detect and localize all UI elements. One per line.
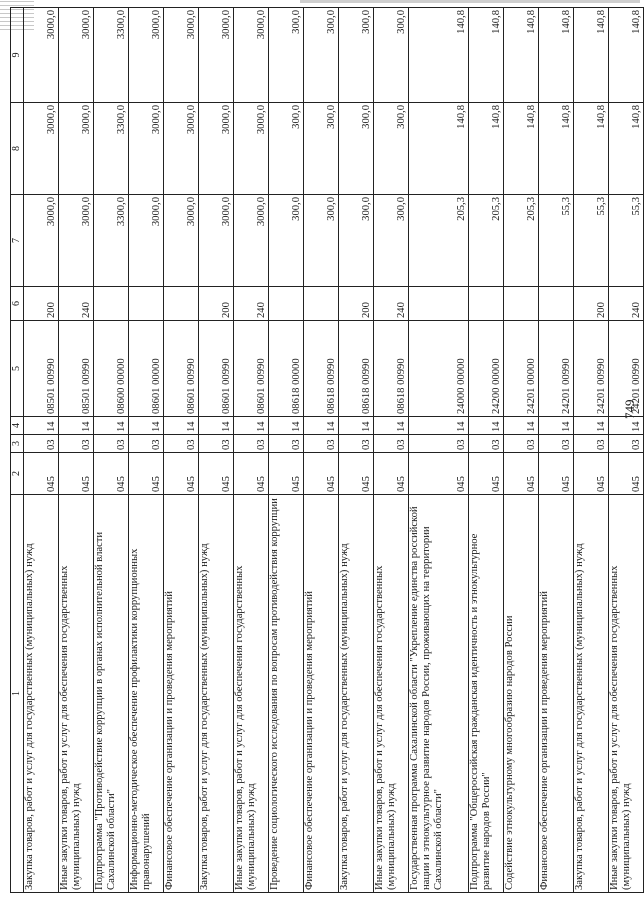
target-article-code: 08501 00990 [59, 321, 94, 417]
expense-type-code [304, 287, 339, 321]
subsection-code: 14 [164, 417, 199, 435]
table-row [409, 8, 469, 893]
table-header [11, 8, 24, 893]
section-code: 03 [94, 435, 129, 453]
target-article-code: 24000 00000 [409, 321, 469, 417]
target-article-code: 08618 00990 [339, 321, 374, 417]
amount-col-7: 3300,0 [94, 195, 129, 287]
row-name: Содействие этнокультурному многообразию народов России [504, 495, 539, 893]
ministry-code: 045 [609, 453, 644, 495]
ministry-code: 045 [409, 453, 469, 495]
amount-col-8: 140,8 [409, 103, 469, 195]
row-name: Государственная программа Сахалинской области "Укрепление единства российской нации и этнокультурное развитие народов России, проживающих на территории Сахалинской области" [409, 495, 469, 893]
row-name: Иные закупки товаров, работ и услуг для обеспечения государственных (муниципальных) нужд [609, 495, 644, 893]
subsection-code: 14 [129, 417, 164, 435]
subsection-code: 14 [539, 417, 574, 435]
column-header: 1 [11, 495, 24, 893]
target-article-code: 08601 00990 [199, 321, 234, 417]
table-row [24, 8, 59, 893]
target-article-code: 24200 00000 [469, 321, 504, 417]
amount-col-7: 300,0 [304, 195, 339, 287]
section-code: 03 [539, 435, 574, 453]
section-code: 03 [374, 435, 409, 453]
subsection-code: 14 [574, 417, 609, 435]
row-name: Информационно-методическое обеспечение профилактики коррупционных правонарушений [129, 495, 164, 893]
table-row [539, 8, 574, 893]
table-row [94, 8, 129, 893]
table-row [504, 8, 539, 893]
column-header: 6 [11, 287, 24, 321]
subsection-code: 14 [304, 417, 339, 435]
amount-col-8: 140,8 [469, 103, 504, 195]
subsection-code: 14 [94, 417, 129, 435]
table-row [129, 8, 164, 893]
amount-col-9: 300,0 [339, 8, 374, 103]
target-article-code: 24201 00990 [574, 321, 609, 417]
ministry-code: 045 [199, 453, 234, 495]
section-code: 03 [339, 435, 374, 453]
table-row [199, 8, 234, 893]
amount-col-8: 140,8 [609, 103, 644, 195]
row-name: Финансовое обеспечение организации и проведения мероприятий [539, 495, 574, 893]
amount-col-9: 140,8 [539, 8, 574, 103]
target-article-code: 08618 00000 [269, 321, 304, 417]
page-number: 749 [622, 399, 637, 419]
amount-col-7: 55,3 [609, 195, 644, 287]
expense-type-code [94, 287, 129, 321]
amount-col-7: 3000,0 [234, 195, 269, 287]
target-article-code: 08601 00000 [129, 321, 164, 417]
section-code: 03 [304, 435, 339, 453]
amount-col-7: 3000,0 [199, 195, 234, 287]
section-code: 03 [59, 435, 94, 453]
table-row [164, 8, 199, 893]
target-article-code: 08618 00990 [304, 321, 339, 417]
amount-col-8: 3000,0 [129, 103, 164, 195]
expense-type-code [129, 287, 164, 321]
section-code: 03 [199, 435, 234, 453]
expense-type-code: 200 [199, 287, 234, 321]
expense-type-code [469, 287, 504, 321]
amount-col-7: 3000,0 [164, 195, 199, 287]
subsection-code: 14 [609, 417, 644, 435]
amount-col-7: 55,3 [539, 195, 574, 287]
table-body [24, 8, 644, 893]
amount-col-8: 3000,0 [24, 103, 59, 195]
amount-col-7: 300,0 [269, 195, 304, 287]
table-row [469, 8, 504, 893]
column-header: 7 [11, 195, 24, 287]
expense-type-code: 200 [339, 287, 374, 321]
expense-type-code: 240 [609, 287, 644, 321]
section-code: 03 [234, 435, 269, 453]
amount-col-8: 300,0 [339, 103, 374, 195]
ministry-code: 045 [234, 453, 269, 495]
section-code: 03 [164, 435, 199, 453]
amount-col-9: 3000,0 [129, 8, 164, 103]
table-row [269, 8, 304, 893]
ministry-code: 045 [269, 453, 304, 495]
amount-col-7: 300,0 [374, 195, 409, 287]
amount-col-7: 3000,0 [129, 195, 164, 287]
amount-col-8: 140,8 [574, 103, 609, 195]
ministry-code: 045 [24, 453, 59, 495]
expense-type-code [539, 287, 574, 321]
ministry-code: 045 [574, 453, 609, 495]
subsection-code: 14 [339, 417, 374, 435]
row-name: Закупка товаров, работ и услуг для государственных (муниципальных) нужд [574, 495, 609, 893]
amount-col-9: 300,0 [269, 8, 304, 103]
row-name: Проведение социологического исследования по вопросам противодействия коррупции [269, 495, 304, 893]
table-row [609, 8, 644, 893]
subsection-code: 14 [374, 417, 409, 435]
subsection-code: 14 [59, 417, 94, 435]
amount-col-8: 3000,0 [59, 103, 94, 195]
row-name: Закупка товаров, работ и услуг для государственных (муниципальных) нужд [199, 495, 234, 893]
amount-col-8: 3000,0 [199, 103, 234, 195]
ministry-code: 045 [59, 453, 94, 495]
row-name: Финансовое обеспечение организации и проведения мероприятий [304, 495, 339, 893]
amount-col-9: 3000,0 [24, 8, 59, 103]
amount-col-8: 140,8 [539, 103, 574, 195]
section-code: 03 [129, 435, 164, 453]
amount-col-9: 3000,0 [59, 8, 94, 103]
expense-type-code: 200 [24, 287, 59, 321]
section-code: 03 [24, 435, 59, 453]
amount-col-8: 3000,0 [234, 103, 269, 195]
target-article-code: 24201 00990 [609, 321, 644, 417]
table-row [374, 8, 409, 893]
amount-col-7: 3000,0 [59, 195, 94, 287]
target-article-code: 24201 00990 [539, 321, 574, 417]
table-row [304, 8, 339, 893]
amount-col-7: 205,3 [469, 195, 504, 287]
amount-col-8: 3000,0 [164, 103, 199, 195]
amount-col-7: 205,3 [504, 195, 539, 287]
amount-col-9: 140,8 [504, 8, 539, 103]
expense-type-code [504, 287, 539, 321]
section-code: 03 [609, 435, 644, 453]
column-header: 5 [11, 321, 24, 417]
amount-col-7: 300,0 [339, 195, 374, 287]
row-name: Иные закупки товаров, работ и услуг для обеспечения государственных (муниципальных) нужд [59, 495, 94, 893]
ministry-code: 045 [304, 453, 339, 495]
budget-table [10, 7, 644, 893]
amount-col-9: 140,8 [409, 8, 469, 103]
amount-col-9: 140,8 [609, 8, 644, 103]
section-code: 03 [409, 435, 469, 453]
ministry-code: 045 [339, 453, 374, 495]
table-row [234, 8, 269, 893]
row-name: Подпрограмма "Общероссийская гражданская идентичность и этнокультурное развитие народов России" [469, 495, 504, 893]
column-header: 9 [11, 8, 24, 103]
amount-col-9: 300,0 [374, 8, 409, 103]
amount-col-8: 3300,0 [94, 103, 129, 195]
subsection-code: 14 [24, 417, 59, 435]
ministry-code: 045 [374, 453, 409, 495]
amount-col-9: 140,8 [574, 8, 609, 103]
section-code: 03 [504, 435, 539, 453]
ministry-code: 045 [469, 453, 504, 495]
ministry-code: 045 [504, 453, 539, 495]
column-header: 4 [11, 417, 24, 435]
row-name: Финансовое обеспечение организации и проведения мероприятий [164, 495, 199, 893]
amount-col-7: 205,3 [409, 195, 469, 287]
target-article-code: 08601 00990 [234, 321, 269, 417]
amount-col-8: 300,0 [374, 103, 409, 195]
amount-col-9: 300,0 [304, 8, 339, 103]
row-name: Иные закупки товаров, работ и услуг для обеспечения государственных (муниципальных) нужд [374, 495, 409, 893]
subsection-code: 14 [269, 417, 304, 435]
expense-type-code [409, 287, 469, 321]
subsection-code: 14 [504, 417, 539, 435]
row-name: Закупка товаров, работ и услуг для государственных (муниципальных) нужд [339, 495, 374, 893]
amount-col-8: 140,8 [504, 103, 539, 195]
ministry-code: 045 [129, 453, 164, 495]
row-name: Подпрограмма "Противодействие коррупции в органах исполнительной власти Сахалинской области" [94, 495, 129, 893]
ministry-code: 045 [164, 453, 199, 495]
target-article-code: 08601 00990 [164, 321, 199, 417]
target-article-code: 08618 00990 [374, 321, 409, 417]
subsection-code: 14 [234, 417, 269, 435]
amount-col-9: 3000,0 [164, 8, 199, 103]
column-header: 8 [11, 103, 24, 195]
subsection-code: 14 [409, 417, 469, 435]
target-article-code: 08600 00000 [94, 321, 129, 417]
row-name: Иные закупки товаров, работ и услуг для обеспечения государственных (муниципальных) нужд [234, 495, 269, 893]
table-row [339, 8, 374, 893]
expense-type-code [164, 287, 199, 321]
expense-type-code [269, 287, 304, 321]
ministry-code: 045 [94, 453, 129, 495]
target-article-code: 24201 00000 [504, 321, 539, 417]
expense-type-code: 240 [234, 287, 269, 321]
amount-col-9: 3000,0 [234, 8, 269, 103]
subsection-code: 14 [469, 417, 504, 435]
expense-type-code: 240 [374, 287, 409, 321]
amount-col-7: 3000,0 [24, 195, 59, 287]
table-row [59, 8, 94, 893]
amount-col-8: 300,0 [269, 103, 304, 195]
header-row [11, 8, 24, 893]
target-article-code: 08501 00990 [24, 321, 59, 417]
section-code: 03 [469, 435, 504, 453]
section-code: 03 [269, 435, 304, 453]
amount-col-9: 3000,0 [199, 8, 234, 103]
amount-col-9: 140,8 [469, 8, 504, 103]
table-row [574, 8, 609, 893]
row-name: Закупка товаров, работ и услуг для государственных (муниципальных) нужд [24, 495, 59, 893]
amount-col-9: 3300,0 [94, 8, 129, 103]
amount-col-8: 300,0 [304, 103, 339, 195]
subsection-code: 14 [199, 417, 234, 435]
expense-type-code: 240 [59, 287, 94, 321]
ministry-code: 045 [539, 453, 574, 495]
section-code: 03 [574, 435, 609, 453]
column-header: 2 [11, 453, 24, 495]
expense-type-code: 200 [574, 287, 609, 321]
amount-col-7: 55,3 [574, 195, 609, 287]
column-header: 3 [11, 435, 24, 453]
